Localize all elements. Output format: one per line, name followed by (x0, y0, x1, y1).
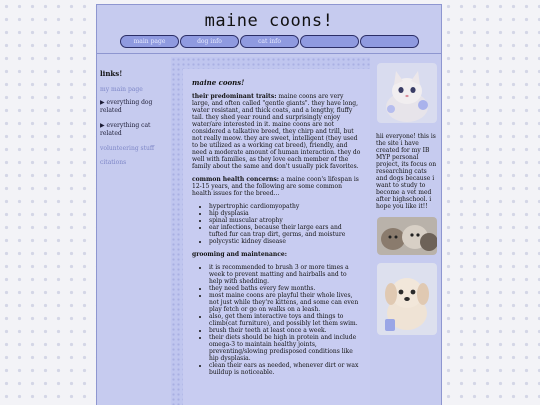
grooming-heading: grooming and maintenance: (192, 251, 287, 258)
list-item: • hip dysplasia (209, 210, 361, 217)
list-item: • ear infections, because their large ears and tufted fur can trap dirt, germs, and moisture (209, 224, 361, 238)
health-list (192, 203, 361, 245)
health-text: a maine coon's lifespan is 12-15 years, and the following are some common health issues for the breed... (192, 176, 359, 197)
health-heading: common health concerns: (192, 176, 279, 183)
traits-heading: their predominant traits: (192, 93, 277, 100)
list-item: • it is recommended to brush 3 or more times a week to prevent matting and hairballs and to help with shedding. (209, 264, 361, 285)
header-divider (97, 53, 441, 54)
site-title: maine coons! (204, 11, 334, 31)
list-item: • hypertrophic cardiomyopathy (209, 203, 361, 210)
list-item: • most maine coons are playful their whole lives, not just while they're kittens, and some can even play fetch or go on walks on a leash. (209, 292, 361, 313)
grooming-list (192, 264, 361, 376)
traits-paragraph (192, 93, 361, 170)
sidebar-title: links! (100, 69, 123, 78)
links-sidebar (97, 57, 169, 405)
list-item: • clean their ears as needed, whenever dirt or wax buildup is noticeable. (209, 362, 361, 376)
list-item: • brush their teeth at least once a week. (209, 327, 361, 334)
nav-dog-info-button[interactable]: dog info (180, 35, 239, 48)
sidebar-link-main-page[interactable]: my main page (100, 86, 143, 93)
sidebar-link-cat[interactable]: ▶ everything cat related (100, 122, 151, 137)
list-item: • they need baths every few months. (209, 285, 361, 292)
list-item: • also, get them interactive toys and things to climb(cat furniture), and possibly let them swim. (209, 313, 361, 327)
nav-cat-info-button[interactable]: cat info (240, 35, 299, 48)
nav-button-5[interactable] (360, 35, 419, 48)
nav-main-page-button[interactable]: main page (120, 35, 179, 48)
sidebar-link-citations[interactable]: citations (100, 159, 127, 166)
grooming-paragraph (192, 251, 361, 258)
nav-bar (120, 35, 420, 48)
list-item: • their diets should be high in protein and include omega-3 to maintain healthy joints, preventing/slowing predisposed conditions like hip dysplasia. (209, 334, 361, 362)
kittens-photo-image (377, 217, 437, 255)
list-item: • spinal muscular atrophy (209, 217, 361, 224)
health-paragraph (192, 176, 361, 197)
sidebar-link-volunteering[interactable]: volunteering stuff (100, 145, 155, 152)
traits-text: maine coons are very large, and often called "gentle giants". they have long, water resistant, and thick coats, and a lengthy, fluffy tail. they shed year round and surprisingly enjoy water/are interested in it. maine coons are not considered a talkative breed, they chirp and trill, but not really meow. they are sweet, intelligent (they used to be utilized as a working cat breed), friendly, and need a moderate amount of human interaction. they do well with families, as they love each member of the family about the same and don't usually pick favorites. (192, 93, 361, 170)
puppy-photo-image (377, 263, 437, 335)
sidebar-link-dog[interactable]: ▶ everything dog related (100, 99, 153, 114)
list-item: • polycystic kidney disease (209, 238, 361, 245)
right-sidebar (372, 57, 441, 405)
site-header (97, 5, 441, 55)
bio-text: hii everyone! this is the site i have created for my IB MYP personal project, its focus on researching cats and dogs because i want to study to become a vet med after highschool. i hope you like it!! (376, 133, 437, 210)
cat-photo-image (377, 63, 437, 123)
content-title: maine coons! (192, 78, 245, 87)
nav-button-4[interactable] (300, 35, 359, 48)
main-content (183, 69, 370, 405)
